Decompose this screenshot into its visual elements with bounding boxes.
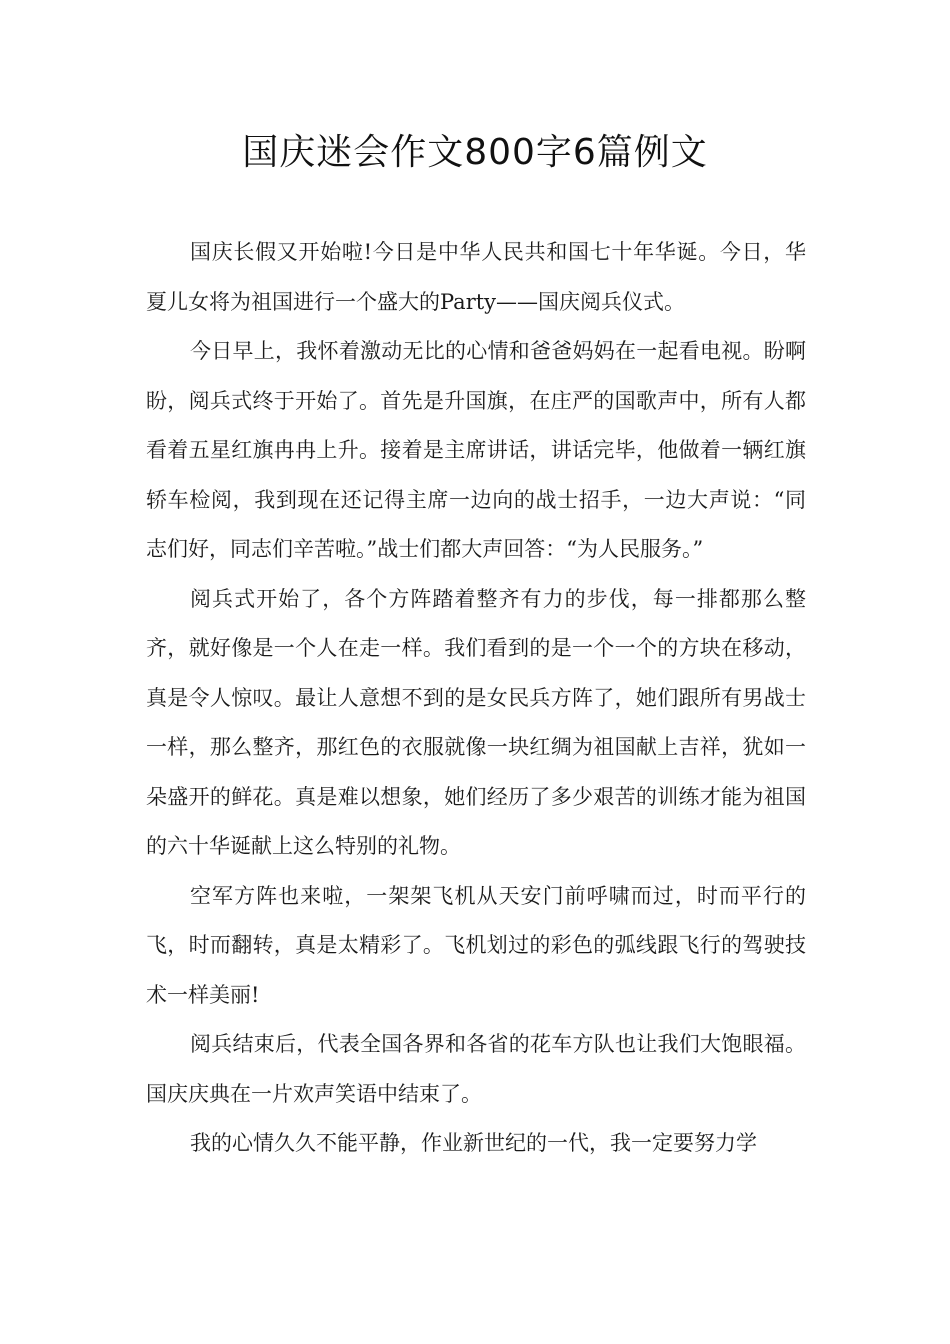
- paragraph-6: 我的心情久久不能平静，作业新世纪的一代，我一定要努力学: [190, 1131, 757, 1155]
- document-title: 国庆迷会作文800字6篇例文: [242, 132, 708, 173]
- paragraph-3: 阅兵式开始了，各个方阵踏着整齐有力的步伐，每一排都那么整齐，就好像是一个人在走一样。我们看到的是一个一个的方块在移动，真是令人惊叹。最让人意想不到的是女民兵方阵了，她们跟所有男战士一样，那么整齐，那红色的衣服就像一块红绸为祖国献上吉祥，犹如一朵盛开的鲜花。真是难以想象，她们经历了多少艰苦的训练才能为祖国的六十华诞献上这么特别的礼物。: [146, 586, 806, 858]
- paragraph-2: 今日早上，我怀着激动无比的心情和爸爸妈妈在一起看电视。盼啊盼，阅兵式终于开始了。首先是升国旗，在庄严的国歌声中，所有人都看着五星红旗冉冉上升。接着是主席讲话，讲话完毕，他做着一辆红旗轿车检阅，我到现在还记得主席一边向的战士招手，一边大声说：“同志们好，同志们辛苦啦。”战士们都大声回答：“为人民服务。”: [146, 339, 806, 561]
- paragraph-4: 空军方阵也来啦，一架架飞机从天安门前呼啸而过，时而平行的飞，时而翻转，真是太精彩了。飞机划过的彩色的弧线跟飞行的驾驶技术一样美丽!: [146, 883, 806, 1007]
- paragraph-5: 阅兵结束后，代表全国各界和各省的花车方队也让我们大饱眼福。国庆庆典在一片欢声笑语中结束了。: [146, 1032, 806, 1106]
- paragraph-1: 国庆长假又开始啦!今日是中华人民共和国七十年华诞。今日，华夏儿女将为祖国进行一个盛大的Party——国庆阅兵仪式。: [146, 240, 806, 314]
- document-body: [146, 228, 806, 1169]
